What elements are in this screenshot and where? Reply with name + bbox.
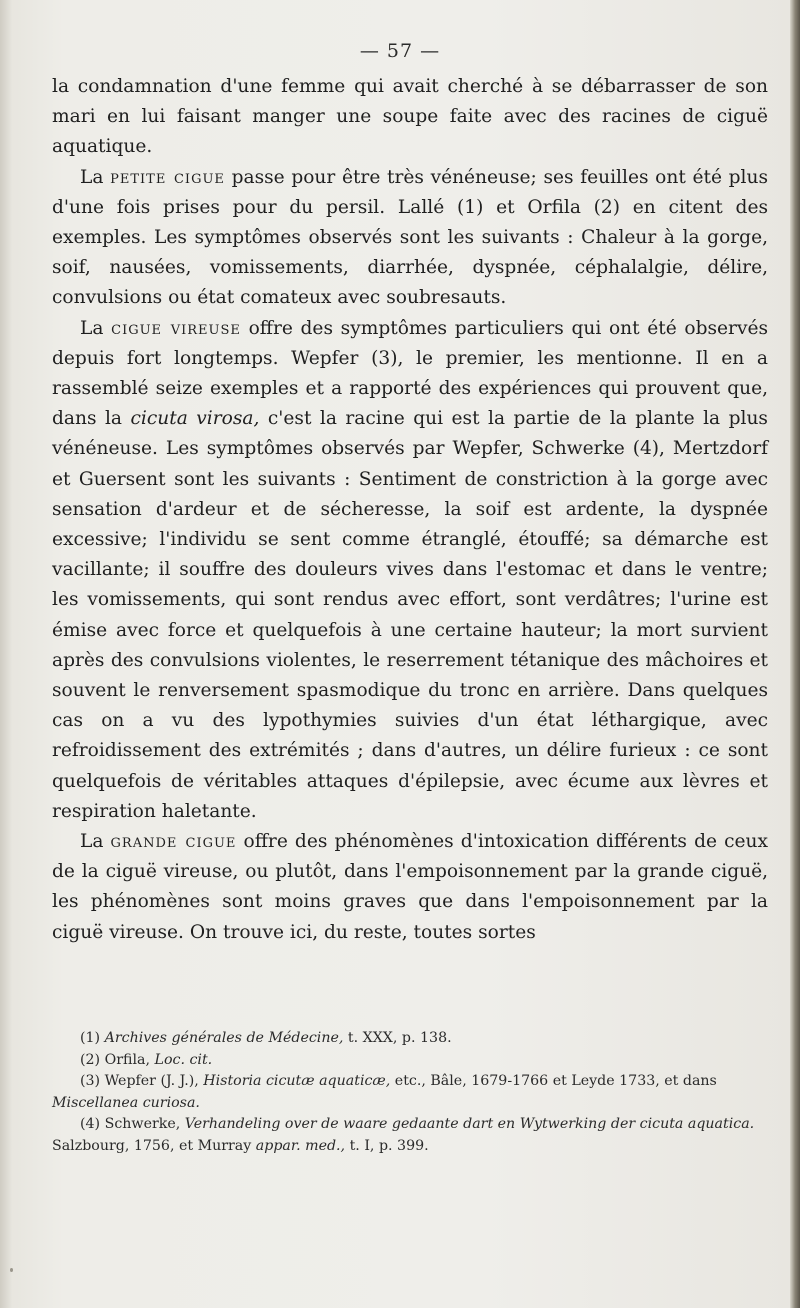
footnote-3: (3) Wepfer (J. J.), Historia cicutæ aquaticæ, etc., Bâle, 1679-1766 et Leyde 1733, et dans Miscellanea curiosa. [52,1073,717,1111]
footnote-1: (1) Archives générales de Médecine, t. XXX, p. 138. [80,1030,452,1046]
main-text [52,72,768,948]
term-cigue-vireuse: cigue vireuse [111,317,241,339]
term-petite-cigue: petite cigue [110,166,225,188]
footnote-2: (2) Orfila, Loc. cit. [80,1051,213,1068]
footnote-4: (4) Schwerke, Verhandeling over de waare gedaante dart en Wytwerking der cicuta aquatica. Salzbourg, 1756, et Murray appar. med., t. I, p. 399. [52,1116,755,1154]
paragraph-cigue-vireuse: La cigue vireuse offre des symptômes particuliers qui ont été observés depuis fort longtemps. Wepfer (3), le premier, les mentionne. Il en a rassemblé seize exemples et a rapporté des expériences qui prouvent que, dans la cicuta virosa, c'est la racine qui est la partie de la plante la plus vénéneuse. Les symptômes observés par Wepfer, Schwerke (4), Mertzdorf et Guersent sont les suivants : Sentiment de constriction à la gorge avec sensation d'ardeur et de sécheresse, la soif est ardente, la dyspnée excessive; l'individu se sent comme étranglé, étouffé; sa démarche est vacillante; il souffre des douleurs vives dans l'estomac et dans le ventre; les vomissements, qui sont rendus avec effort, sont verdâtres; l'urine est émise avec force et quelquefois à une certaine hauteur; la mort survient après des convulsions violentes, le reserrement tétanique des mâchoires et souvent le renversement spasmodique du tronc en arrière. Dans quelques cas on a vu des lypothymies suivies d'un état léthargique, avec refroidissement des extrémités ; dans d'autres, un délire furieux : ce sont quelquefois de véritables attaques d'épilepsie, avec écume aux lèvres et respiration haletante. [52,317,768,822]
page-gutter-shadow [0,0,12,1308]
paragraph-1: la condamnation d'une femme qui avait cherché à se débarrasser de son mari en lui faisant manger une soupe faite avec des racines de ciguë aquatique. [52,76,768,158]
page-edge [790,0,800,1308]
paper-speck [10,1268,13,1272]
paragraph-petite-cigue: La petite cigue passe pour être très vénéneuse; ses feuilles ont été plus d'une fois prises pour du persil. Lallé (1) et Orfila (2) en citent des exemples. Les symptômes observés sont les suivants : Chaleur à la gorge, soif, nausées, vomissements, diarrhée, dyspnée, céphalalgie, délire, convulsions ou état comateux avec soubresauts. [52,166,768,309]
term-grande-cigue: grande cigue [110,831,237,853]
footnotes [52,1028,768,1157]
page-number: — 57 — [359,40,441,62]
paragraph-grande-cigue: La grande cigue offre des phénomènes d'intoxication différents de ceux de la ciguë vireuse, ou plutôt, dans l'empoisonnement par la grande ciguë, les phénomènes sont moins graves que dans l'empoisonnement par la ciguë vireuse. On trouve ici, du reste, toutes sortes [52,831,768,943]
latin-name: cicuta virosa, [130,408,260,430]
